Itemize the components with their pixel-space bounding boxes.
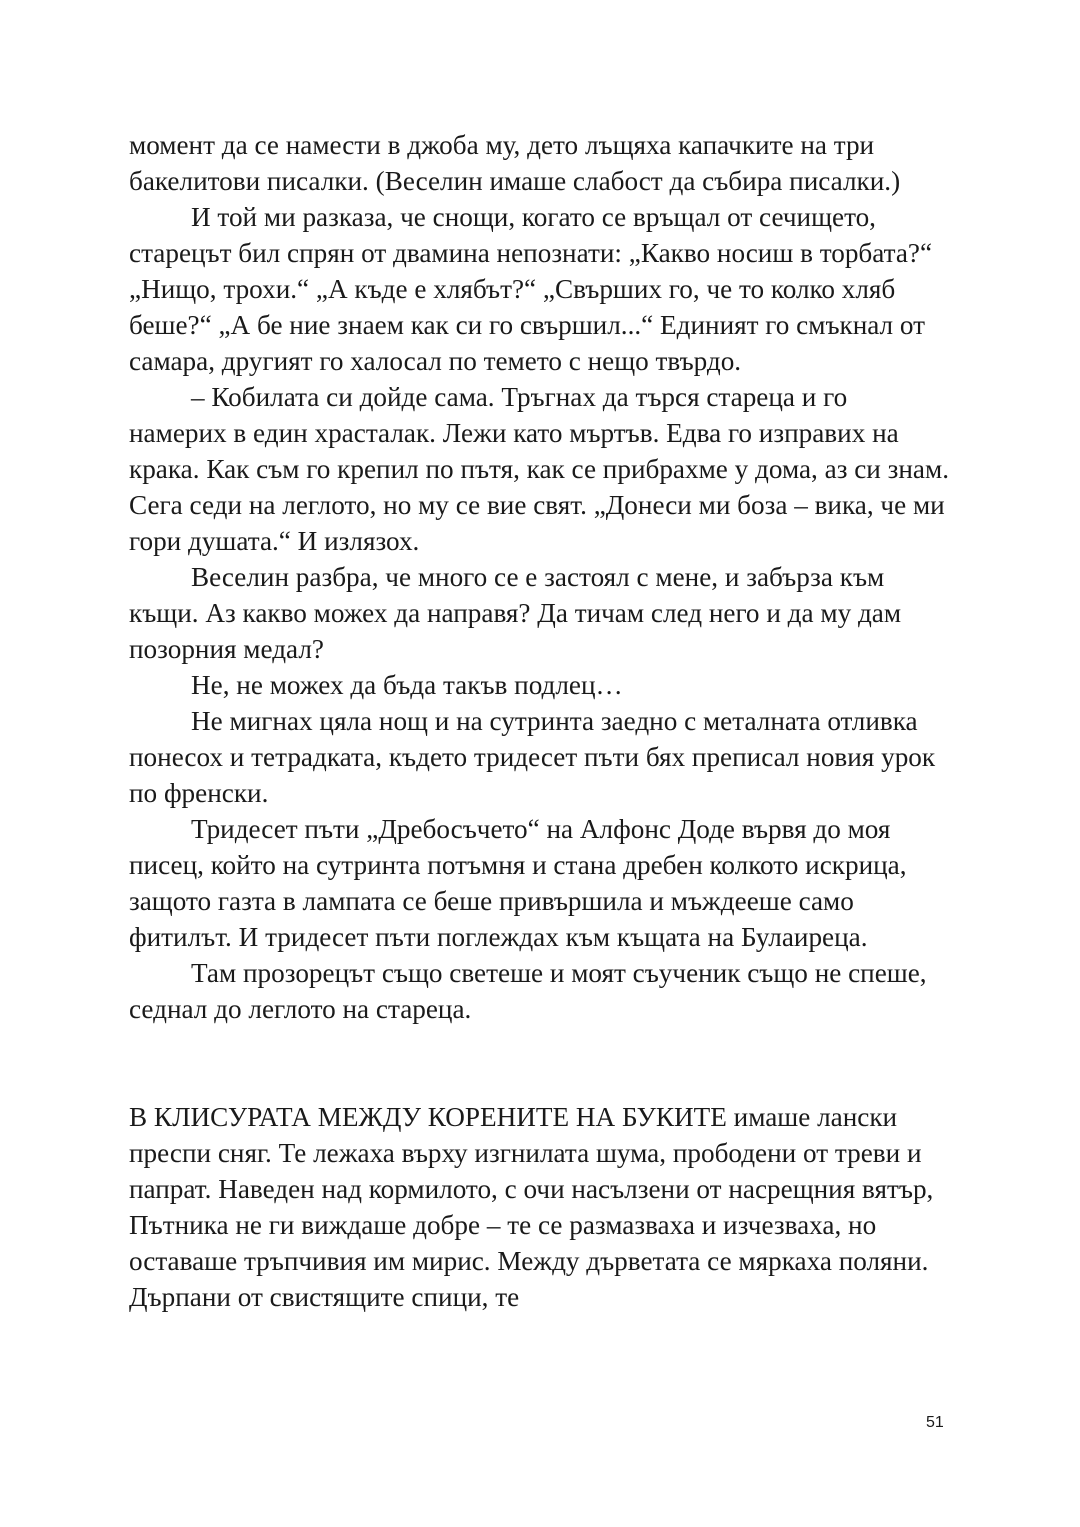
paragraph: Там прозорецът също светеше и моят съученик също не спеше, седнал до леглото на стареца. [129, 958, 927, 1024]
paragraph: Не мигнах цяла нощ и на сутринта заедно с металната отливка понесох и тетрадката, където тридесет пъти бях преписал новия урок по френски. [129, 706, 936, 808]
page-body [129, 127, 951, 1315]
paragraph: Не, не можех да бъда такъв подлец… [191, 670, 623, 700]
section-lead-caps: В КЛИСУРАТА МЕЖДУ КОРЕНИТЕ НА БУКИТЕ [129, 1102, 727, 1132]
new-section-paragraph [129, 1099, 951, 1315]
paragraph: Веселин разбра, че много се е застоял с мене, и забърза към къщи. Аз какво можех да направя? Да тичам след него и да му дам позорния медал? [129, 562, 902, 664]
section-text: имаше лански преспи сняг. Те лежаха върху изгнилата шума, прободени от треви и папрат. Наведен над кормилото, с очи насълзени от насрещния вятър, Пътника не ги виждаше добре – те се размазваха и изчезваха, но оставаше тръпчивия им мирис. Между дърветата се мяркаха поляни. Дърпани от свистящите спици, те [129, 1102, 934, 1312]
paragraph: момент да се намести в джоба му, дето лъщяха капачките на три бакелитови писалки. (Веселин имаше слабост да събира писалки.) [129, 130, 901, 196]
page-number: 51 [926, 1414, 944, 1431]
section-break [129, 1027, 951, 1099]
paragraph: И той ми разказа, че снощи, когато се връщал от сечището, старецът бил спрян от двамина непознати: „Какво носиш в торбата?“ „Нищо, трохи.“ „А къде е хлябът?“ „Свърших го, че то колко хляб беше?“ „А бе ние знаем как си го свършил...“ Единият го смъкнал от самара, другият го халосал по темето с нещо твърдо. [129, 202, 933, 376]
paragraph: – Кобилата си дойде сама. Тръгнах да търся стареца и го намерих в един храсталак. Лежи като мъртъв. Едва го изправих на крака. Как съм го крепил по пътя, как се прибрахме у дома, аз си знам. Сега седи на леглото, но му се вие свят. „Донеси ми боза – вика, че ми гори душата.“ И излязох. [129, 382, 950, 556]
paragraph: Тридесет пъти „Дребосъчето“ на Алфонс Доде вървя до моя писец, който на сутринта потъмня и стана дребен колкото искрица, защото газта в лампата се беше привършила и мъждееше само фитилът. И тридесет пъти поглеждах към къщата на Булаиреца. [129, 814, 907, 952]
